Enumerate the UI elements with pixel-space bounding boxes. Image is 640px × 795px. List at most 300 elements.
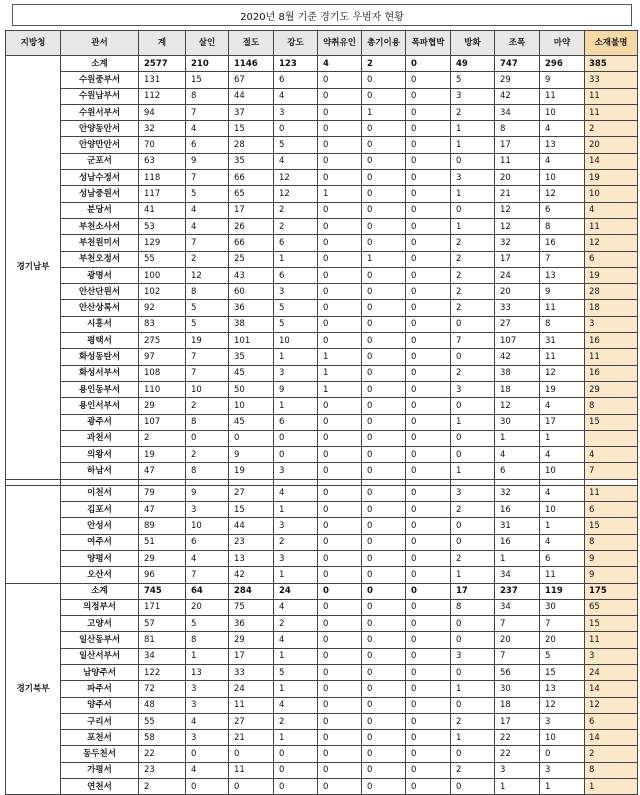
value-cell: 0 — [318, 534, 362, 550]
unknown-location-cell: 19 — [585, 170, 638, 186]
value-cell: 57 — [139, 616, 186, 632]
value-cell: 22 — [139, 746, 186, 762]
value-cell: 0 — [318, 697, 362, 713]
region-cell: 경기남부 — [6, 56, 61, 480]
value-cell: 3 — [186, 730, 229, 746]
value-cell: 19 — [139, 447, 186, 463]
value-cell: 27 — [229, 713, 274, 729]
unknown-location-cell: 7 — [585, 463, 638, 479]
station-cell: 가평서 — [61, 762, 139, 778]
unknown-location-cell: 15 — [585, 616, 638, 632]
unknown-location-cell: 65 — [585, 599, 638, 615]
value-cell: 119 — [540, 583, 585, 599]
value-cell: 30 — [495, 681, 540, 697]
table-row — [6, 681, 638, 697]
value-cell: 17 — [540, 414, 585, 430]
value-cell: 0 — [406, 186, 451, 202]
value-cell: 0 — [406, 550, 451, 566]
value-cell: 5 — [186, 186, 229, 202]
value-cell: 0 — [362, 616, 406, 632]
value-cell: 4 — [186, 218, 229, 234]
station-cell: 오산서 — [61, 567, 139, 583]
value-cell: 129 — [139, 235, 186, 251]
station-cell: 파주서 — [61, 681, 139, 697]
value-cell: 0 — [318, 300, 362, 316]
value-cell: 16 — [495, 534, 540, 550]
value-cell: 237 — [495, 583, 540, 599]
value-cell: 0 — [318, 599, 362, 615]
value-cell: 102 — [139, 284, 186, 300]
value-cell: 0 — [451, 349, 495, 365]
value-cell: 0 — [362, 681, 406, 697]
value-cell: 0 — [362, 121, 406, 137]
value-cell: 2 — [186, 447, 229, 463]
value-cell: 0 — [406, 333, 451, 349]
value-cell: 30 — [540, 599, 585, 615]
value-cell: 0 — [406, 518, 451, 534]
value-cell: 1 — [451, 681, 495, 697]
value-cell: 79 — [139, 485, 186, 501]
station-cell: 안성서 — [61, 518, 139, 534]
value-cell: 0 — [406, 697, 451, 713]
column-header: 폭파협박 — [406, 31, 451, 56]
value-cell: 0 — [406, 153, 451, 169]
value-cell: 0 — [362, 583, 406, 599]
value-cell: 72 — [139, 681, 186, 697]
value-cell: 23 — [229, 534, 274, 550]
value-cell: 66 — [229, 235, 274, 251]
table-row — [6, 218, 638, 234]
value-cell: 2 — [362, 56, 406, 72]
value-cell: 1 — [540, 430, 585, 446]
value-cell: 13 — [540, 681, 585, 697]
table-row — [6, 365, 638, 381]
table-row — [6, 550, 638, 566]
value-cell: 123 — [274, 56, 318, 72]
unknown-location-cell: 385 — [585, 56, 638, 72]
station-cell: 안양동안서 — [61, 121, 139, 137]
value-cell: 0 — [318, 463, 362, 479]
value-cell: 0 — [406, 56, 451, 72]
value-cell: 10 — [540, 170, 585, 186]
column-header: 절도 — [229, 31, 274, 56]
value-cell: 1 — [362, 251, 406, 267]
column-header: 관서 — [61, 31, 139, 56]
value-cell: 44 — [229, 518, 274, 534]
value-cell: 100 — [139, 267, 186, 283]
station-cell: 화성서부서 — [61, 365, 139, 381]
value-cell: 12 — [540, 186, 585, 202]
value-cell: 1 — [186, 648, 229, 664]
value-cell: 0 — [406, 202, 451, 218]
value-cell: 0 — [362, 485, 406, 501]
value-cell: 3 — [186, 681, 229, 697]
value-cell: 4 — [540, 153, 585, 169]
value-cell: 0 — [186, 746, 229, 762]
value-cell: 36 — [229, 616, 274, 632]
value-cell: 171 — [139, 599, 186, 615]
unknown-location-cell: 15 — [585, 518, 638, 534]
value-cell: 2 — [451, 502, 495, 518]
value-cell: 5 — [274, 300, 318, 316]
value-cell: 1 — [274, 648, 318, 664]
column-header: 약취유인 — [318, 31, 362, 56]
value-cell: 4 — [274, 599, 318, 615]
table-row — [6, 534, 638, 550]
value-cell: 0 — [318, 447, 362, 463]
value-cell: 1 — [274, 251, 318, 267]
value-cell: 0 — [318, 430, 362, 446]
unknown-location-cell: 14 — [585, 730, 638, 746]
value-cell: 15 — [540, 664, 585, 680]
value-cell: 3 — [274, 284, 318, 300]
unknown-location-cell: 6 — [585, 713, 638, 729]
value-cell: 101 — [229, 333, 274, 349]
value-cell: 3 — [274, 104, 318, 120]
value-cell: 0 — [362, 447, 406, 463]
table-row — [6, 463, 638, 479]
value-cell: 0 — [186, 430, 229, 446]
value-cell: 67 — [229, 72, 274, 88]
value-cell: 15 — [229, 502, 274, 518]
value-cell: 16 — [540, 235, 585, 251]
station-cell: 여주서 — [61, 534, 139, 550]
station-cell: 연천서 — [61, 779, 139, 795]
unknown-location-cell: 11 — [585, 104, 638, 120]
value-cell: 0 — [318, 267, 362, 283]
value-cell: 31 — [540, 333, 585, 349]
value-cell: 0 — [406, 284, 451, 300]
value-cell: 0 — [406, 381, 451, 397]
value-cell: 97 — [139, 349, 186, 365]
station-cell: 군포서 — [61, 153, 139, 169]
value-cell: 35 — [229, 349, 274, 365]
unknown-location-cell: 14 — [585, 153, 638, 169]
value-cell: 6 — [540, 202, 585, 218]
value-cell: 60 — [229, 284, 274, 300]
table-row — [6, 779, 638, 795]
value-cell: 30 — [495, 414, 540, 430]
value-cell: 44 — [229, 88, 274, 104]
value-cell: 9 — [540, 284, 585, 300]
region-cell — [6, 485, 61, 583]
value-cell: 5 — [274, 664, 318, 680]
value-cell: 0 — [406, 170, 451, 186]
value-cell: 0 — [318, 104, 362, 120]
station-cell: 남양주서 — [61, 664, 139, 680]
value-cell: 20 — [495, 632, 540, 648]
station-cell: 수원중부서 — [61, 72, 139, 88]
value-cell: 0 — [362, 153, 406, 169]
value-cell: 11 — [495, 153, 540, 169]
value-cell: 0 — [362, 430, 406, 446]
station-cell: 부천원미서 — [61, 235, 139, 251]
station-cell: 평택서 — [61, 333, 139, 349]
value-cell: 1 — [495, 779, 540, 795]
value-cell: 2 — [451, 365, 495, 381]
header-row — [6, 31, 638, 56]
value-cell: 0 — [451, 616, 495, 632]
value-cell: 0 — [318, 121, 362, 137]
value-cell: 17 — [229, 202, 274, 218]
value-cell: 0 — [274, 121, 318, 137]
value-cell: 0 — [362, 502, 406, 518]
value-cell: 0 — [318, 664, 362, 680]
value-cell: 0 — [318, 398, 362, 414]
value-cell: 0 — [451, 430, 495, 446]
value-cell: 17 — [495, 713, 540, 729]
value-cell: 47 — [139, 463, 186, 479]
unknown-location-cell: 18 — [585, 300, 638, 316]
value-cell: 24 — [495, 267, 540, 283]
value-cell: 0 — [406, 502, 451, 518]
unknown-location-cell: 20 — [585, 137, 638, 153]
value-cell: 1 — [451, 730, 495, 746]
value-cell: 0 — [406, 398, 451, 414]
station-cell: 과천서 — [61, 430, 139, 446]
value-cell: 0 — [406, 251, 451, 267]
unknown-location-cell: 9 — [585, 567, 638, 583]
value-cell: 48 — [139, 697, 186, 713]
value-cell: 55 — [139, 251, 186, 267]
value-cell: 10 — [540, 730, 585, 746]
value-cell: 6 — [495, 463, 540, 479]
column-header: 소재불명 — [585, 31, 638, 56]
value-cell: 5 — [186, 616, 229, 632]
value-cell: 58 — [139, 730, 186, 746]
value-cell: 0 — [362, 730, 406, 746]
value-cell: 0 — [318, 550, 362, 566]
value-cell: 8 — [186, 414, 229, 430]
value-cell: 0 — [451, 202, 495, 218]
value-cell: 2 — [451, 300, 495, 316]
value-cell: 0 — [406, 599, 451, 615]
table-row — [6, 447, 638, 463]
station-cell: 양주서 — [61, 697, 139, 713]
value-cell: 65 — [229, 186, 274, 202]
unknown-location-cell: 11 — [585, 218, 638, 234]
value-cell: 5 — [540, 648, 585, 664]
value-cell: 0 — [318, 88, 362, 104]
value-cell: 10 — [229, 398, 274, 414]
table-row — [6, 502, 638, 518]
value-cell: 70 — [139, 137, 186, 153]
value-cell: 0 — [406, 485, 451, 501]
value-cell: 0 — [540, 746, 585, 762]
value-cell: 34 — [495, 567, 540, 583]
value-cell: 0 — [362, 648, 406, 664]
value-cell: 0 — [406, 88, 451, 104]
station-cell: 일산서부서 — [61, 648, 139, 664]
value-cell: 89 — [139, 518, 186, 534]
value-cell: 4 — [540, 447, 585, 463]
value-cell: 10 — [540, 104, 585, 120]
table-row — [6, 762, 638, 778]
station-cell: 시흥서 — [61, 316, 139, 332]
value-cell: 2 — [139, 779, 186, 795]
unknown-location-cell: 11 — [585, 632, 638, 648]
value-cell: 0 — [362, 713, 406, 729]
value-cell: 9 — [540, 72, 585, 88]
value-cell: 12 — [540, 365, 585, 381]
value-cell: 10 — [186, 518, 229, 534]
value-cell: 64 — [186, 583, 229, 599]
value-cell: 0 — [406, 300, 451, 316]
unknown-location-cell: 16 — [585, 365, 638, 381]
value-cell: 9 — [229, 447, 274, 463]
value-cell: 4 — [186, 550, 229, 566]
value-cell: 0 — [406, 121, 451, 137]
unknown-location-cell: 3 — [585, 316, 638, 332]
unknown-location-cell: 6 — [585, 502, 638, 518]
value-cell: 0 — [318, 414, 362, 430]
value-cell: 2 — [274, 202, 318, 218]
value-cell: 1 — [451, 463, 495, 479]
value-cell: 122 — [139, 664, 186, 680]
value-cell: 0 — [229, 779, 274, 795]
table-row — [6, 398, 638, 414]
value-cell: 18 — [495, 381, 540, 397]
value-cell: 0 — [406, 583, 451, 599]
value-cell: 2 — [274, 534, 318, 550]
table-row — [6, 153, 638, 169]
value-cell: 0 — [274, 447, 318, 463]
value-cell: 0 — [318, 567, 362, 583]
station-cell: 부천오정서 — [61, 251, 139, 267]
value-cell: 20 — [495, 284, 540, 300]
value-cell: 0 — [362, 235, 406, 251]
value-cell: 5 — [186, 300, 229, 316]
value-cell: 21 — [229, 730, 274, 746]
value-cell: 4 — [186, 762, 229, 778]
unknown-location-cell: 15 — [585, 414, 638, 430]
value-cell: 96 — [139, 567, 186, 583]
value-cell: 50 — [229, 381, 274, 397]
value-cell: 3 — [540, 762, 585, 778]
value-cell: 0 — [451, 518, 495, 534]
value-cell: 11 — [540, 300, 585, 316]
value-cell: 63 — [139, 153, 186, 169]
value-cell: 23 — [139, 762, 186, 778]
value-cell: 3 — [451, 170, 495, 186]
value-cell: 0 — [362, 518, 406, 534]
value-cell: 4 — [186, 713, 229, 729]
value-cell: 0 — [406, 365, 451, 381]
value-cell: 8 — [451, 599, 495, 615]
value-cell: 7 — [186, 170, 229, 186]
unknown-location-cell — [585, 430, 638, 446]
value-cell: 0 — [362, 218, 406, 234]
unknown-location-cell: 6 — [585, 251, 638, 267]
table-row — [6, 648, 638, 664]
value-cell: 0 — [318, 648, 362, 664]
unknown-location-cell: 24 — [585, 664, 638, 680]
value-cell: 7 — [186, 235, 229, 251]
value-cell: 2 — [186, 398, 229, 414]
value-cell: 1 — [274, 681, 318, 697]
value-cell: 0 — [362, 186, 406, 202]
table-row — [6, 104, 638, 120]
value-cell: 0 — [451, 316, 495, 332]
value-cell: 17 — [229, 648, 274, 664]
value-cell: 3 — [274, 463, 318, 479]
value-cell: 12 — [495, 218, 540, 234]
unknown-location-cell: 4 — [585, 447, 638, 463]
value-cell: 0 — [318, 333, 362, 349]
value-cell: 0 — [318, 485, 362, 501]
value-cell: 8 — [495, 121, 540, 137]
value-cell: 0 — [406, 762, 451, 778]
value-cell: 4 — [274, 153, 318, 169]
value-cell: 2 — [274, 218, 318, 234]
value-cell: 51 — [139, 534, 186, 550]
unknown-location-cell: 11 — [585, 88, 638, 104]
value-cell: 6 — [540, 550, 585, 566]
value-cell: 0 — [362, 381, 406, 397]
value-cell: 5 — [451, 72, 495, 88]
value-cell: 2 — [451, 267, 495, 283]
table-row — [6, 381, 638, 397]
value-cell: 1 — [540, 779, 585, 795]
unknown-location-cell: 11 — [585, 349, 638, 365]
unknown-location-cell: 9 — [585, 550, 638, 566]
value-cell: 32 — [495, 485, 540, 501]
value-cell: 3 — [186, 697, 229, 713]
value-cell: 107 — [139, 414, 186, 430]
value-cell: 0 — [318, 583, 362, 599]
value-cell: 0 — [406, 267, 451, 283]
value-cell: 45 — [229, 414, 274, 430]
table-row — [6, 430, 638, 446]
table-row — [6, 251, 638, 267]
table-row — [6, 72, 638, 88]
value-cell: 0 — [362, 534, 406, 550]
value-cell: 7 — [186, 567, 229, 583]
region-cell: 경기북부 — [6, 583, 61, 795]
unknown-location-cell: 4 — [585, 202, 638, 218]
value-cell: 9 — [186, 485, 229, 501]
station-cell: 성남수정서 — [61, 170, 139, 186]
value-cell: 0 — [318, 518, 362, 534]
value-cell: 17 — [495, 251, 540, 267]
value-cell: 6 — [274, 235, 318, 251]
value-cell: 1 — [495, 430, 540, 446]
value-cell: 0 — [406, 713, 451, 729]
value-cell: 0 — [406, 681, 451, 697]
value-cell: 4 — [540, 398, 585, 414]
offender-table — [5, 30, 638, 795]
value-cell: 6 — [274, 414, 318, 430]
value-cell: 1 — [274, 398, 318, 414]
value-cell: 0 — [274, 779, 318, 795]
value-cell: 29 — [229, 632, 274, 648]
station-cell: 수원남부서 — [61, 88, 139, 104]
value-cell: 284 — [229, 583, 274, 599]
table-row — [6, 349, 638, 365]
value-cell: 12 — [540, 697, 585, 713]
table-row — [6, 713, 638, 729]
value-cell: 107 — [495, 333, 540, 349]
value-cell: 11 — [540, 88, 585, 104]
value-cell: 1 — [451, 414, 495, 430]
value-cell: 10 — [540, 463, 585, 479]
unknown-location-cell: 10 — [585, 186, 638, 202]
value-cell: 3 — [274, 550, 318, 566]
table-row — [6, 664, 638, 680]
value-cell: 5 — [186, 316, 229, 332]
value-cell: 0 — [406, 746, 451, 762]
value-cell: 13 — [229, 550, 274, 566]
